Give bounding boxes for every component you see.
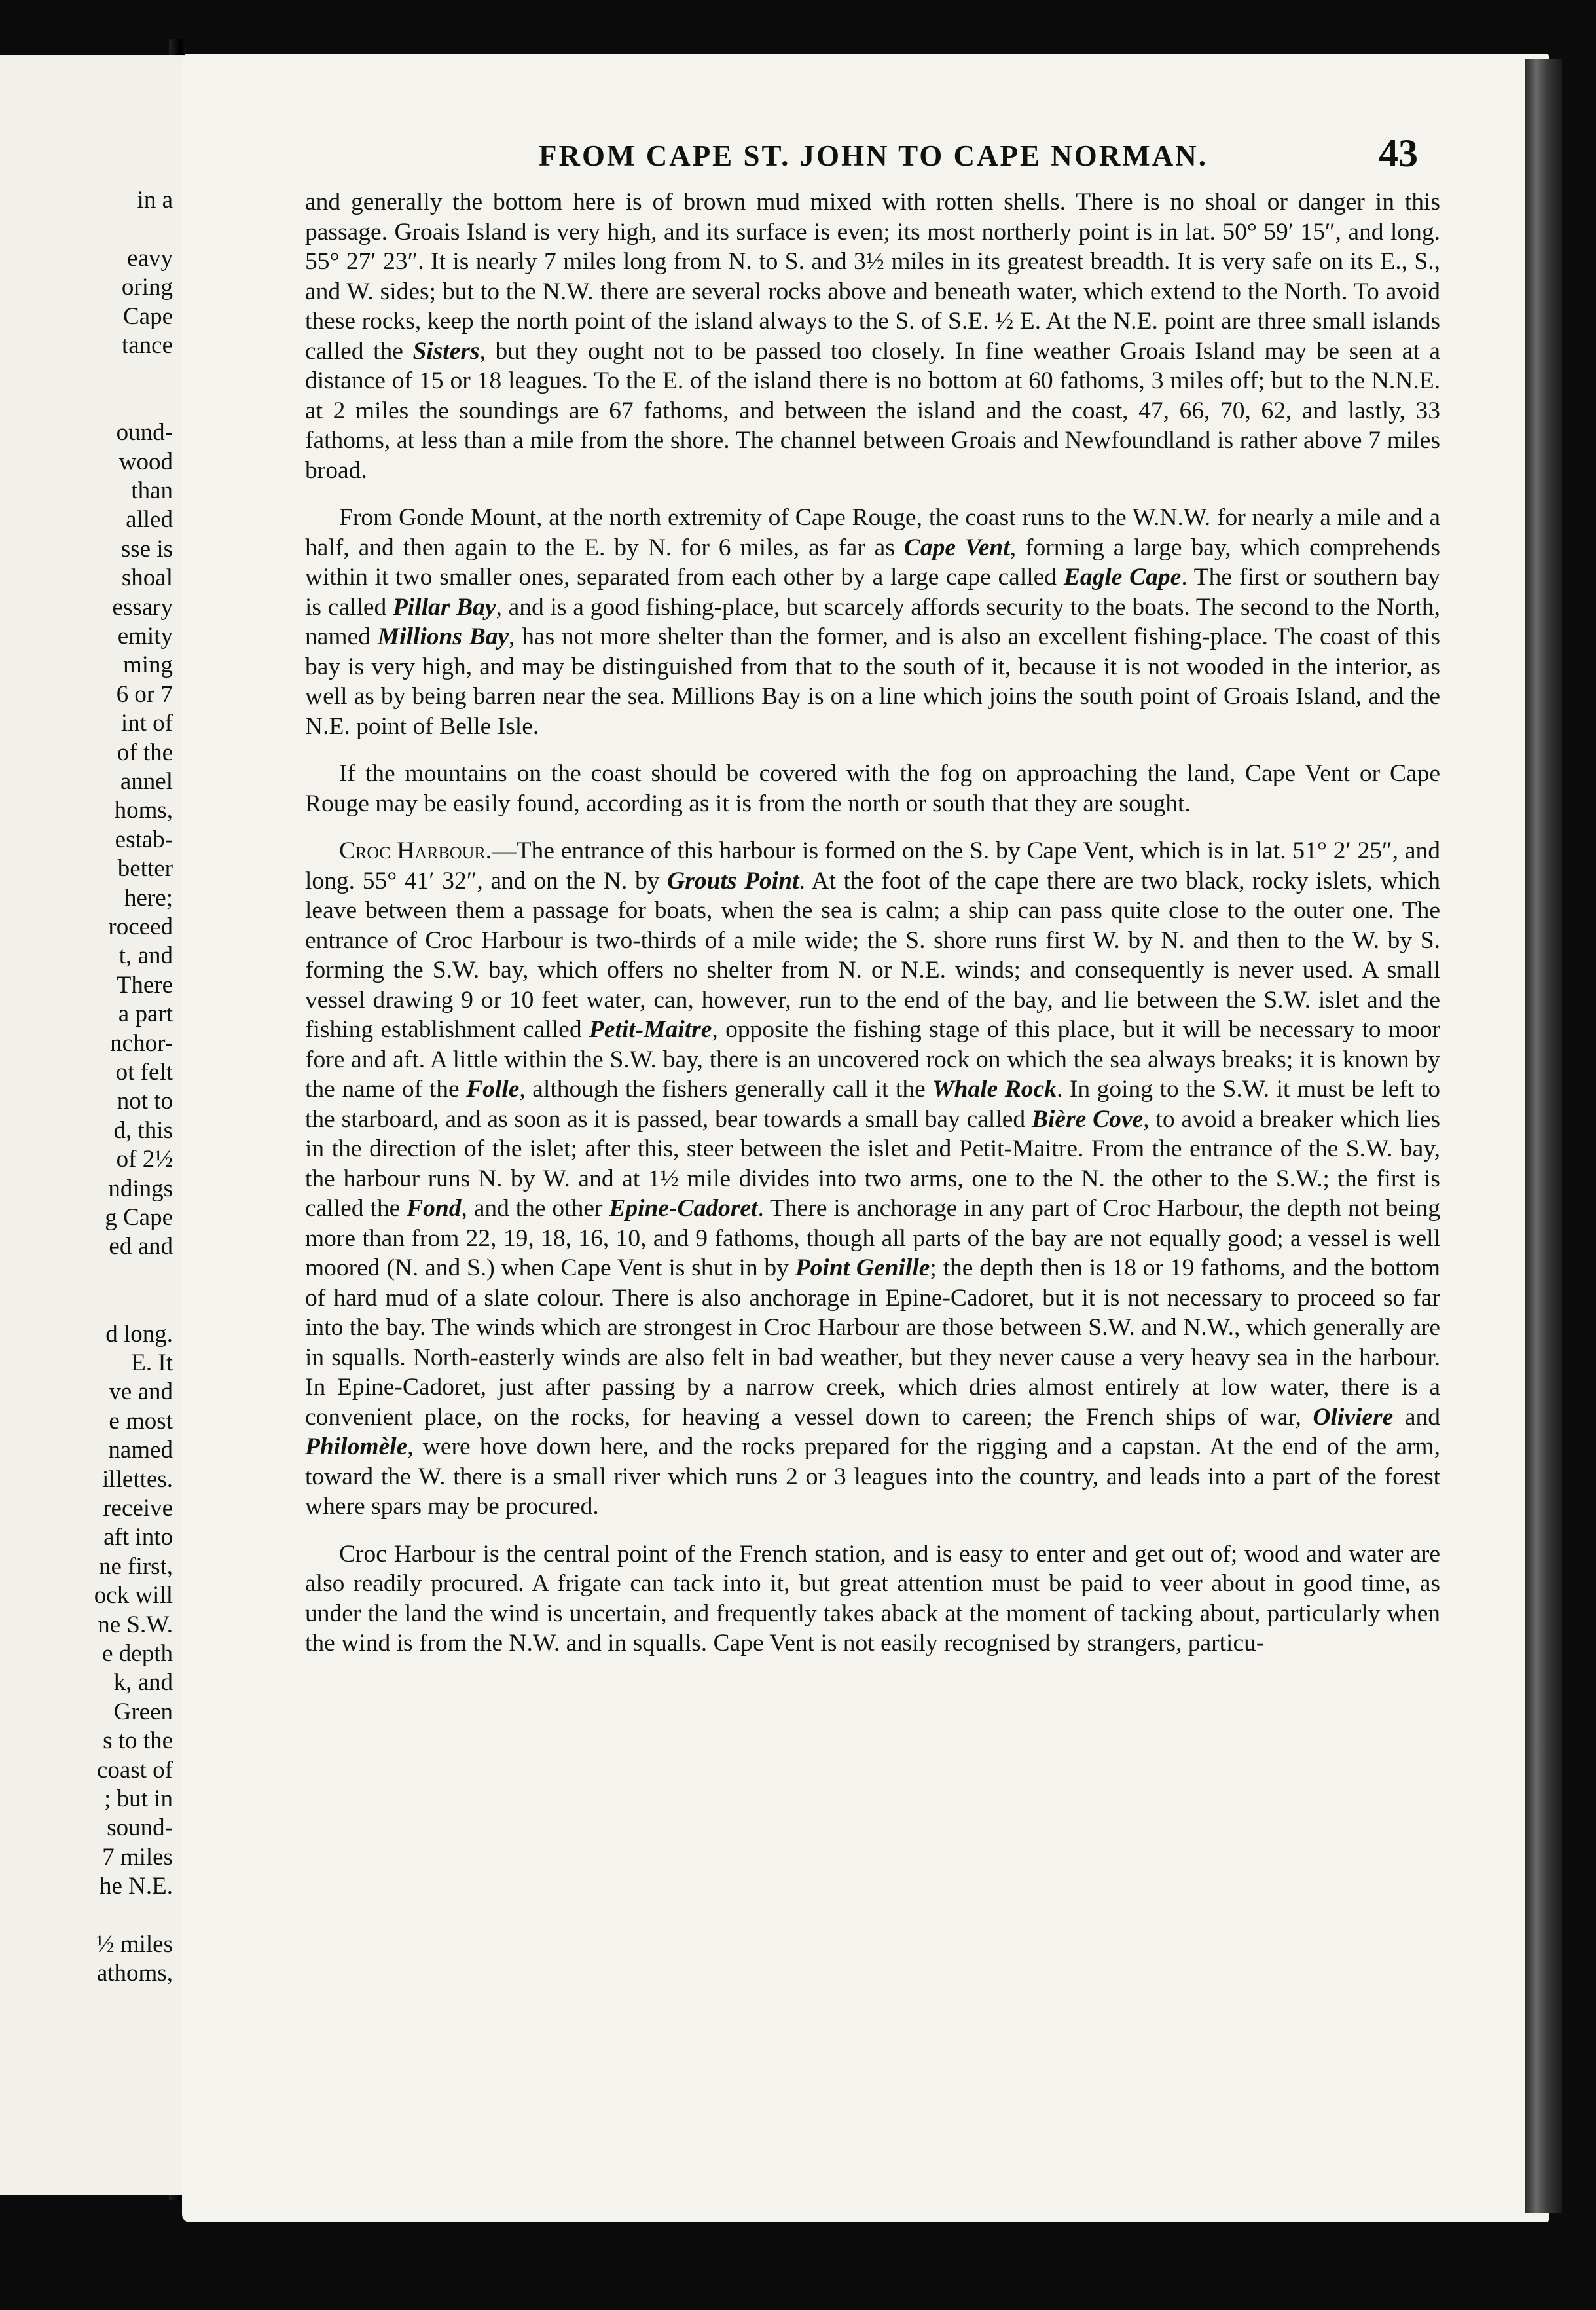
italic-term: Pillar Bay <box>392 593 496 621</box>
italic-term: Point Genille <box>795 1255 930 1281</box>
previous-page-fragment: ne first, <box>98 1552 173 1580</box>
previous-page-fragment: nchor- <box>110 1029 173 1057</box>
paragraph <box>305 187 1440 485</box>
paragraph <box>305 759 1440 818</box>
previous-page-fragment: int of <box>120 710 173 737</box>
italic-term: Petit-Maitre <box>589 1016 712 1043</box>
page-edge <box>1525 59 1562 2213</box>
text-run: , although the fishers generally call it the <box>519 1076 933 1103</box>
text-run: . In going to the S.W. it must be left to the starboard, and as soon as it is passed, bear towards a small bay called <box>305 1076 1441 1133</box>
previous-page-fragment: d, this <box>113 1116 173 1144</box>
previous-page-fragment: of 2½ <box>116 1146 173 1173</box>
previous-page-fragment: illettes. <box>102 1465 173 1493</box>
previous-page-fragment: he N.E. <box>100 1873 173 1900</box>
previous-page-fragment: t, and <box>118 942 173 970</box>
text-run: , and the other <box>461 1195 609 1222</box>
text-run: , were hove down here, and the rocks prepared for the rigging and a capstan. At the end of the arm, toward the W. there is a small river which runs 2 or 3 leagues into the country, and leads into a part of the forest where spars may be procured. <box>305 1433 1440 1520</box>
previous-page-fragment: k, and <box>113 1669 173 1696</box>
italic-term: Oliviere <box>1313 1403 1394 1431</box>
previous-page-fragment: eavy <box>127 244 173 272</box>
previous-page-fragment: in a <box>137 187 173 213</box>
previous-page-strip <box>0 55 187 2195</box>
previous-page-fragment: ve and <box>109 1378 173 1406</box>
previous-page-fragment: There <box>116 971 173 999</box>
previous-page-fragment: here; <box>124 884 173 911</box>
paragraph <box>305 1539 1440 1659</box>
previous-page-fragment: Green <box>113 1698 173 1725</box>
text-run: ; the depth then is 18 or 19 fathoms, and the bottom of hard mud of a slate colour. There is also anchorage in Epine-Cadoret, but it is not necessary to proceed so far into the bay. The winds which are strongest in Croc Harbour are those between S.W. and N.W., which generally are in squalls. North-easterly winds are also felt in bad weather, but they never cause a very heavy sea in the harbour. In Epine-Cadoret, just after passing by a narrow creek, which dries almost entirely at low water, there is a convenient place, on the rocks, for heaving a vessel down to careen; the French ships of war, <box>305 1255 1440 1431</box>
previous-page-fragment: emity <box>117 623 173 650</box>
previous-page-fragment: ming <box>122 651 173 679</box>
previous-page-fragment: aft into <box>103 1524 173 1551</box>
previous-page-fragment: ock will <box>94 1582 173 1609</box>
previous-page-fragment: tance <box>121 332 173 359</box>
previous-page-fragment: ; but in <box>104 1786 173 1812</box>
previous-page-fragment: ed and <box>109 1233 173 1260</box>
italic-term: Eagle Cape <box>1063 564 1182 591</box>
previous-page-fragment: ½ miles <box>96 1931 173 1958</box>
previous-page-fragment: a part <box>118 1000 173 1028</box>
previous-page-fragment: roceed <box>108 913 173 940</box>
text-run: —The entrance of this harbour is formed on the S. by Cape Vent, which is in lat. 51° 2′ 25″, and long. 55° 41′ 32″, and on the N. by <box>305 837 1440 894</box>
italic-term: Sisters <box>412 337 480 365</box>
previous-page-fragment: E. It <box>131 1349 173 1376</box>
italic-term: Cape Vent <box>903 534 1010 561</box>
paragraph <box>305 503 1440 741</box>
previous-page-fragment: not to <box>117 1088 173 1115</box>
running-head: FROM CAPE ST. JOHN TO CAPE NORMAN. <box>538 139 1208 172</box>
text-run: and <box>1393 1403 1440 1431</box>
italic-term: Folle <box>466 1076 520 1103</box>
italic-term: Bière Cove <box>1032 1105 1144 1133</box>
italic-term: Epine-Cadoret <box>609 1195 758 1222</box>
previous-page-fragment: homs, <box>114 797 173 824</box>
previous-page-fragment: wood <box>118 448 173 475</box>
previous-page-fragment: e most <box>109 1407 173 1435</box>
previous-page-fragment: e depth <box>102 1640 173 1667</box>
text-run: and generally the bottom here is of brown mud mixed with rotten shells. There is no shoal or danger in this passage. Groais Island is very high, and its surface is even; its most northerly point is in lat. 50° 59′ 15″, and long. 55° 27′ 23″. It is nearly 7 miles long from N. to S. and 3½ miles in its greatest breadth. It is very safe on its E., S., and W. sides; but to the N.W. there are several rocks above and beneath water, which extend to the North. To avoid these rocks, keep the north point of the island always to the S. of S.E. ½ E. At the N.E. point are three small islands called the <box>305 189 1440 365</box>
body-text <box>305 187 1440 1659</box>
text-run: , but they ought not to be passed too closely. In fine weather Groais Island may be seen at a distance of 15 or 18 leagues. To the E. of the island there is no bottom at 60 fathoms, 3 miles off; but to the N.N.E. at 2 miles the soundings are 67 fathoms, and between the island and the coast, 47, 66, 70, 62, and lastly, 33 fathoms, at less than a mile from the shore. The channel between Groais and Newfoundland is rather above 7 miles broad. <box>305 337 1440 484</box>
text-run: , to avoid a breaker which lies in the direction of the islet; after this, steer between the islet and Petit-Maitre. From the entrance of the S.W. bay, the harbour runs N. by W. and at 1½ mile divides into two arms, one to the N. the other to the S.W.; the first is called the <box>305 1105 1440 1222</box>
text-run: Croc Harbour is the central point of the French station, and is easy to enter and get out of; wood and water are also readily procured. A frigate can tack into it, but great attention must be paid to veer about in good time, as under the land the wind is uncertain, and frequently takes aback at the moment of tacking about, particularly when the wind is from the N.W. and in squalls. Cape Vent is not easily recognised by strangers, particu- <box>305 1540 1440 1657</box>
italic-term: Whale Rock <box>932 1076 1057 1103</box>
previous-page-fragment: estab- <box>115 826 173 853</box>
previous-page-fragment: essary <box>112 593 173 621</box>
previous-page-fragment: g Cape <box>105 1204 173 1231</box>
previous-page-fragment: ndings <box>108 1175 173 1202</box>
previous-page-fragment: named <box>108 1437 173 1464</box>
text-run: , forming a large bay, which comprehends within it two smaller ones, separated from each other by a large cape called <box>305 534 1440 591</box>
previous-page-fragment: sse is <box>120 535 173 562</box>
previous-page-fragment: athoms, <box>96 1960 173 1987</box>
page-number: 43 <box>1379 132 1418 175</box>
previous-page-fragment: than <box>131 477 173 504</box>
section-heading: Croc Harbour. <box>339 837 492 864</box>
text-run: . At the foot of the cape there are two black, rocky islets, which leave between them a passage for boats, when the sea is calm; a ship can pass quite close to the outer one. The entrance of Croc Harbour is two-thirds of a mile wide; the S. shore runs first W. by N. and then to the W. by S. forming the S.W. bay, which offers no shelter from N. or N.E. winds; and consequently is never used. A small vessel drawing 9 or 10 feet water, can, however, run to the end of the bay, and lie between the S.W. islet and the fishing establishment called <box>305 867 1440 1043</box>
previous-page-fragment: sound- <box>107 1814 173 1842</box>
previous-page-fragment: receive <box>103 1495 173 1522</box>
previous-page-fragment: better <box>117 855 173 883</box>
previous-page-fragment: coast of <box>96 1756 173 1784</box>
text-run: If the mountains on the coast should be covered with the fog on approaching the land, Cape Vent or Cape Rouge may be easily found, according as it is from the north or south that they are sought. <box>305 760 1440 817</box>
text-run: . The first or southern bay is called <box>305 564 1441 621</box>
previous-page-fragment: ot felt <box>115 1059 173 1086</box>
previous-page-fragment: alled <box>126 506 173 534</box>
previous-page-fragment: d long. <box>105 1320 173 1348</box>
previous-page-fragment: annel <box>120 768 173 795</box>
text-run: . There is anchorage in any part of Croc Harbour, the depth not being more than from 22, 19, 18, 16, 10, and 9 fathoms, though all parts of the bay are not equally good; a vessel is well moored (N. and S.) when Cape Vent is shut in by <box>305 1195 1440 1281</box>
paragraph <box>305 836 1440 1522</box>
text-run: , opposite the fishing stage of this place, but it will be necessary to moor fore and aft. A little within the S.W. bay, there is an uncovered rock on which the sea always breaks; it is known by the name of the <box>305 1016 1440 1103</box>
previous-page-fragment: 6 or 7 <box>116 680 173 708</box>
text-run: , and is a good fishing-place, but scarcely affords security to the boats. The second to the North, named <box>305 593 1440 650</box>
italic-term: Fond <box>407 1195 462 1222</box>
previous-page-fragment: 7 miles <box>102 1843 173 1871</box>
text-run: , has not more shelter than the former, and is also an excellent fishing-place. The coast of this bay is very high, and may be distinguished from that to the south of it, because it is not wooded in the interior, as well as by being barren near the sea. Millions Bay is on a line which joins the south point of Groais Island, and the N.E. point of Belle Isle. <box>305 623 1440 740</box>
previous-page-fragment: s to the <box>103 1727 173 1755</box>
previous-page-fragment: ound- <box>116 419 173 447</box>
italic-term: Philomèle <box>305 1433 408 1460</box>
previous-page-fragment: Cape <box>122 302 173 330</box>
previous-page-fragment: shoal <box>121 564 173 592</box>
italic-term: Millions Bay <box>377 623 509 650</box>
text-run: From Gonde Mount, at the north extremity of Cape Rouge, the coast runs to the W.N.W. for nearly a mile and a half, and then again to the E. by N. for 6 miles, as far as <box>305 504 1440 561</box>
previous-page-fragment: of the <box>117 739 173 766</box>
previous-page-fragment: oring <box>121 274 173 301</box>
previous-page-fragment: ne S.W. <box>98 1611 173 1638</box>
italic-term: Grouts Point <box>667 867 799 894</box>
